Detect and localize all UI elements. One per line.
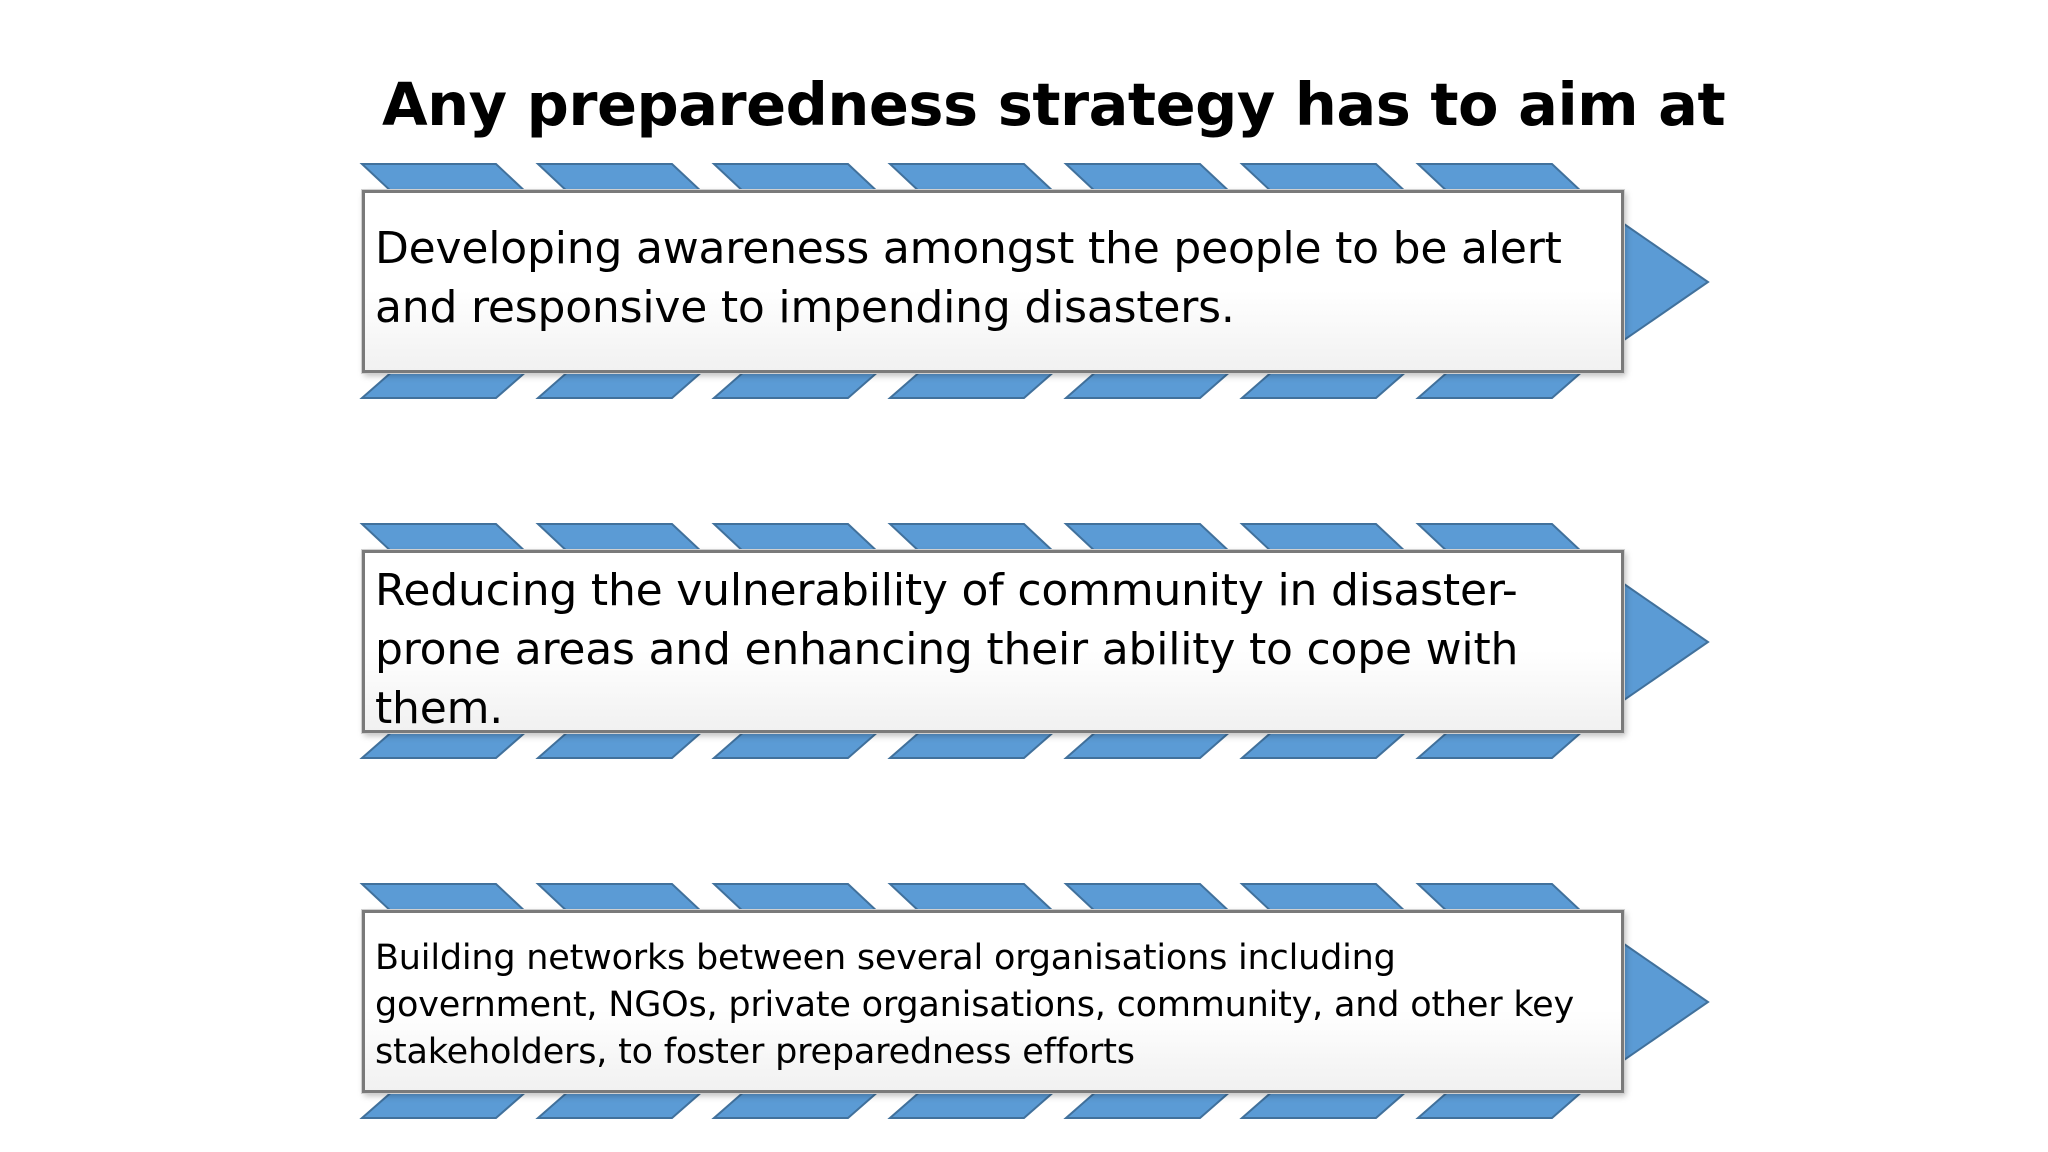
chevron-segment-bottom (890, 370, 1056, 398)
chevron-segment-bottom (1066, 370, 1232, 398)
process-step-3 (352, 880, 1722, 1120)
chevron-segment-bottom (1242, 370, 1408, 398)
arrowhead-icon (1624, 584, 1708, 700)
chevron-segment-bottom (362, 370, 528, 398)
step-text: Building networks between several organisations including government, NGOs, private organisations, community, and other key stakeholders, to foster preparedness efforts (375, 938, 1575, 1072)
chevron-segment-bottom (538, 1090, 704, 1118)
slide-title: Any preparedness strategy has to aim at (382, 70, 1726, 139)
step-text: Developing awareness amongst the people to be alert and responsive to impending disasters. (375, 223, 1562, 333)
chevron-segment-bottom (714, 370, 880, 398)
chevron-segment-bottom (1418, 1090, 1584, 1118)
process-step-1 (352, 160, 1722, 400)
chevron-segment-bottom (714, 1090, 880, 1118)
arrowhead-icon (1624, 944, 1708, 1060)
chevron-segment-bottom (362, 1090, 528, 1118)
step-text: Reducing the vulnerability of community in disaster-prone areas and enhancing their ability to cope with them. (375, 565, 1519, 734)
chevron-segment-bottom (1242, 1090, 1408, 1118)
step-text-box (362, 550, 1624, 733)
process-step-2 (352, 520, 1722, 760)
chevron-segment-bottom (538, 370, 704, 398)
chevron-segment-bottom (1066, 1090, 1232, 1118)
chevron-segment-bottom (890, 1090, 1056, 1118)
arrowhead-icon (1624, 224, 1708, 340)
chevron-segment-bottom (1418, 370, 1584, 398)
step-text-box (362, 910, 1624, 1093)
step-text-box (362, 190, 1624, 373)
